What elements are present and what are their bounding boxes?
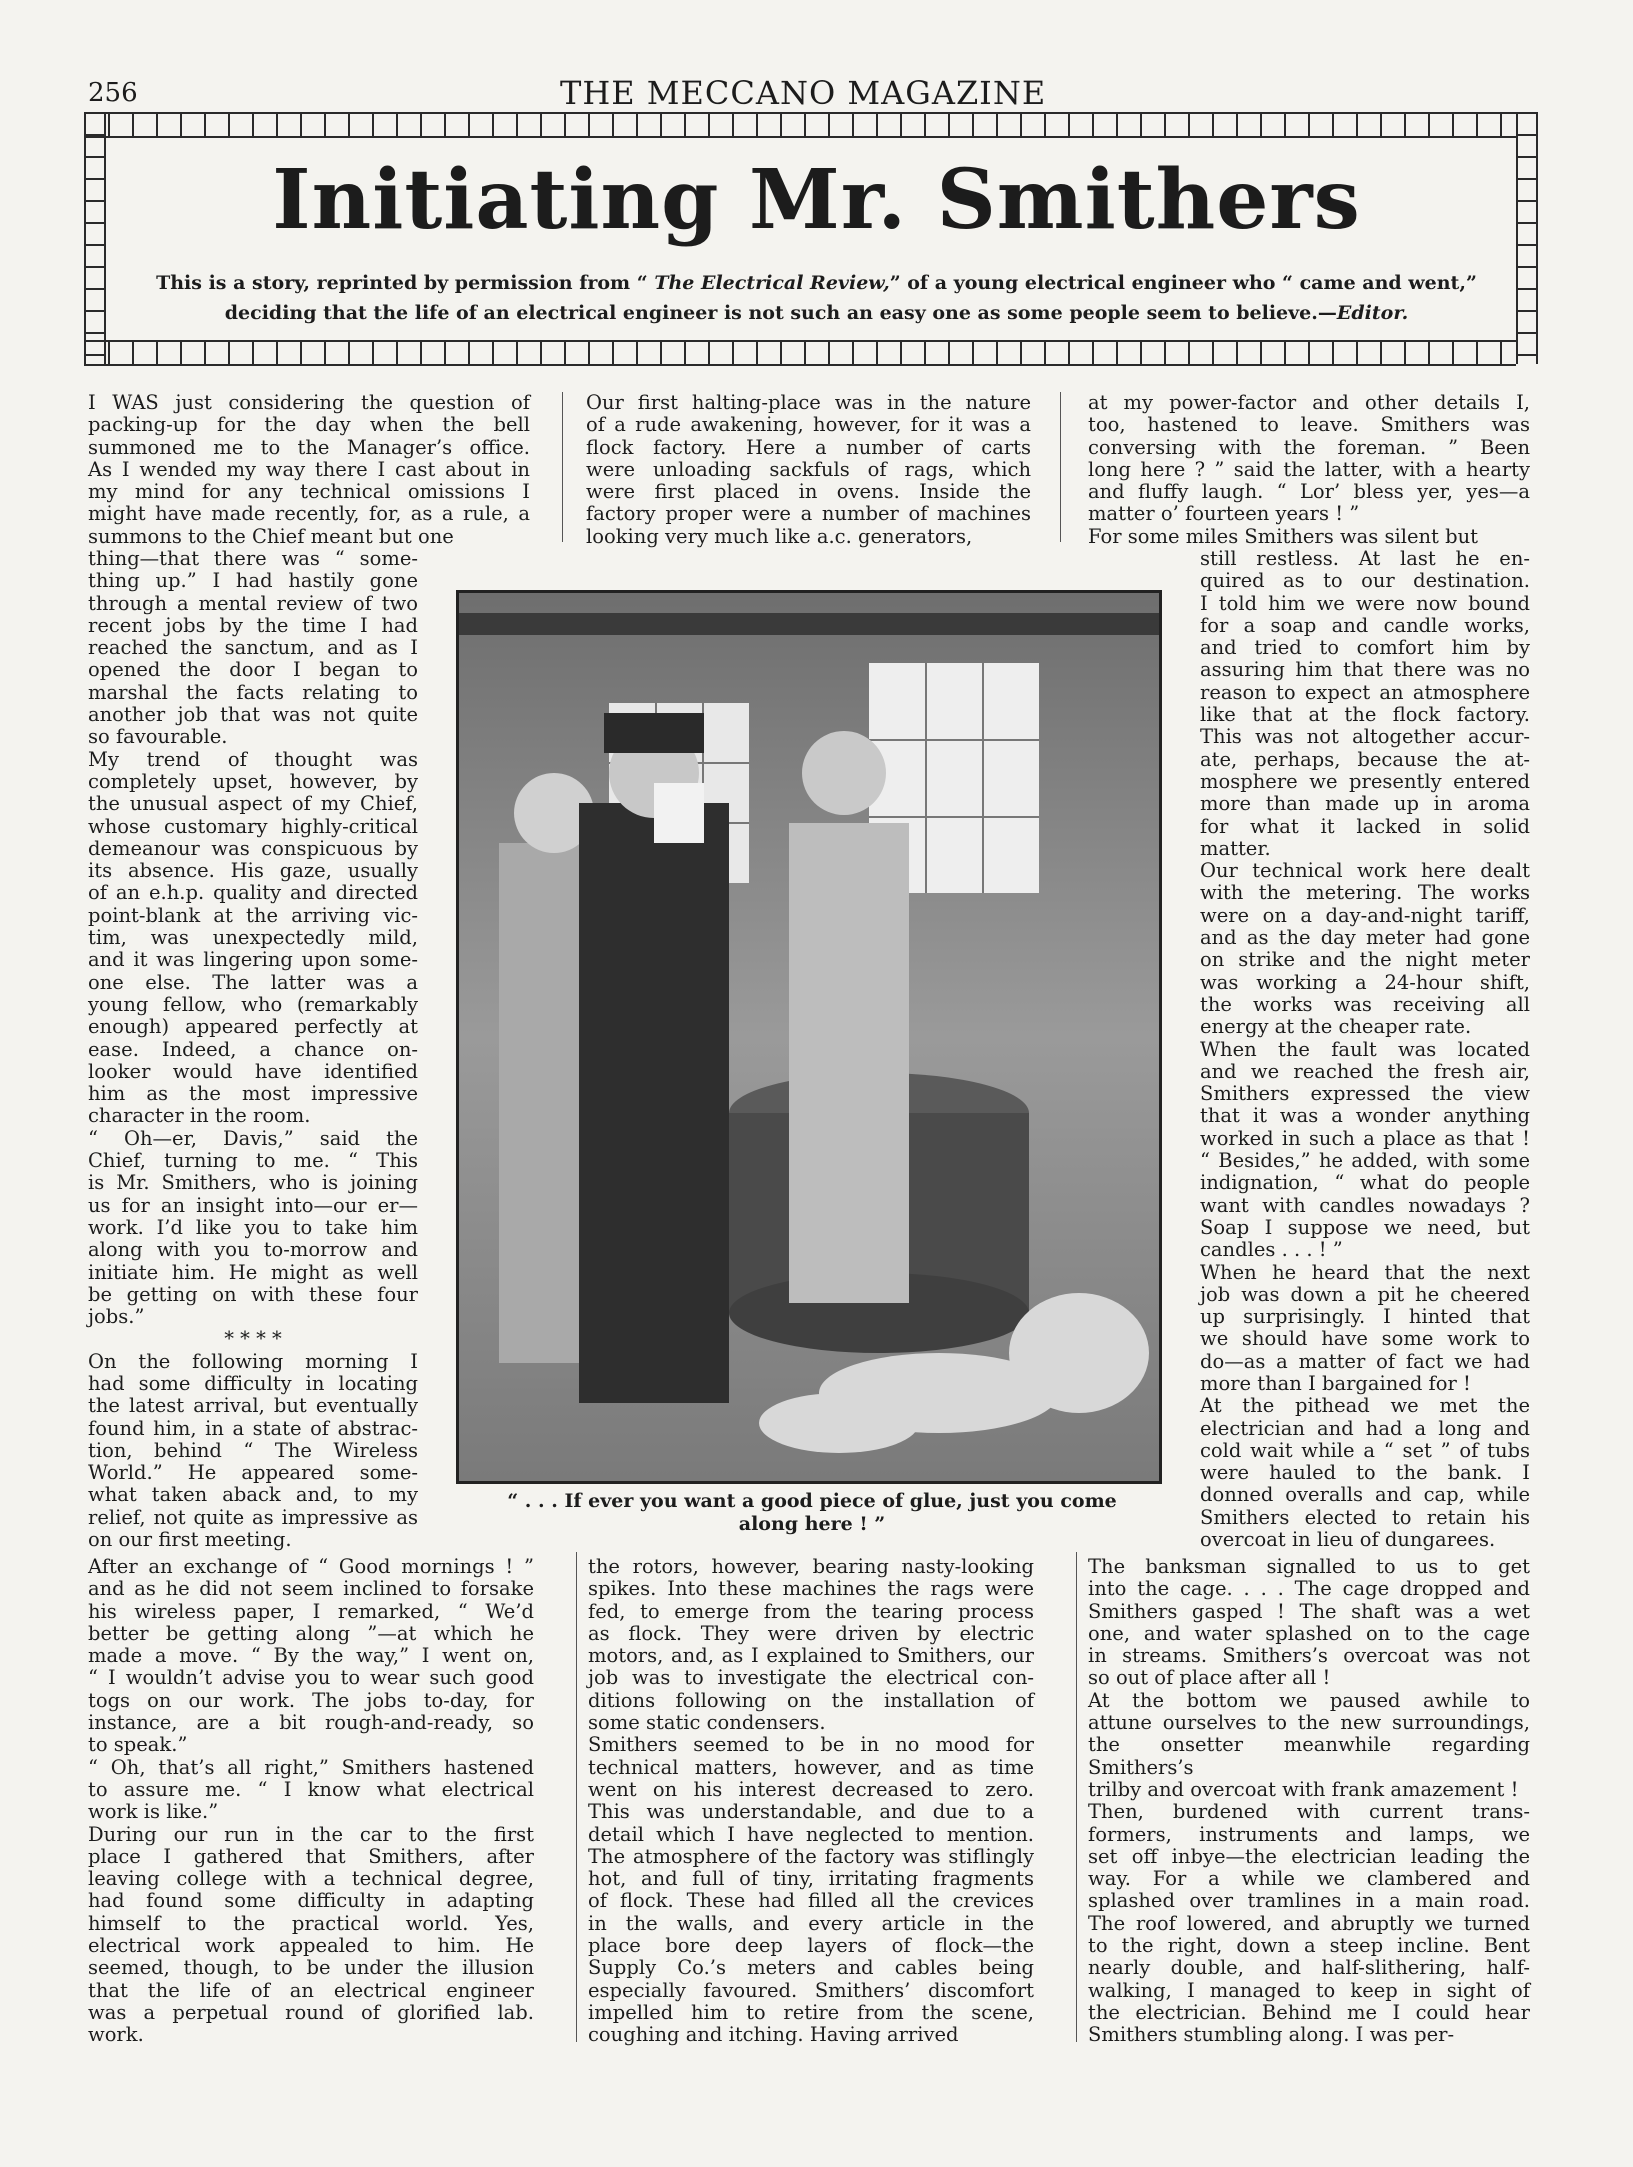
text-line: technical matters, however, and as time <box>588 1755 1034 1779</box>
text-line: found him, in a state of abstrac- <box>88 1416 418 1440</box>
column-3-bottom <box>1088 1556 1530 2047</box>
intro-editor-credit: Editor. <box>1336 302 1409 324</box>
text-line: coughing and itching. Having arrived <box>588 2023 959 2047</box>
text-line: The atmosphere of the factory was stiflingly <box>588 1844 1034 1868</box>
text-line: Supply Co.’s meters and cables being <box>588 1956 1034 1980</box>
text-line: were hauled to the bank. I <box>1200 1461 1530 1485</box>
text-line: Smithers elected to retain his <box>1200 1505 1530 1529</box>
text-line: flock factory. Here a number of carts <box>586 435 1031 459</box>
text-line: job was to investigate the electrical con- <box>588 1666 1034 1690</box>
text-line: to the right, down a steep incline. Bent <box>1088 1934 1530 1958</box>
text-line: motors, and, as I explained to Smithers, our <box>588 1644 1034 1668</box>
text-line: of an e.h.p. quality and directed <box>88 881 418 905</box>
text-line: thing up.” I had hastily gone <box>88 569 418 593</box>
text-line: his wireless paper, I remarked, “ We’d <box>88 1599 534 1623</box>
text-line: Soap I suppose we need, but <box>1200 1215 1530 1239</box>
column-rule <box>576 1552 577 2042</box>
text-line: splashed over tramlines in a main road. <box>1088 1889 1530 1913</box>
text-line: especially favoured. Smithers’ discomfort <box>588 1978 1034 2002</box>
text-line: ease. Indeed, a chance on- <box>88 1037 418 1061</box>
column-rule <box>1076 1552 1077 2042</box>
factory-illustration <box>456 590 1162 1484</box>
text-line: matter. <box>1200 836 1271 860</box>
text-line: worked in such a place as that ! <box>1200 1126 1530 1150</box>
text-line: too, hastened to leave. Smithers was <box>1088 413 1530 437</box>
text-line: went on his interest decreased to zero. <box>588 1777 1034 1801</box>
text-line: My trend of thought was <box>88 747 418 771</box>
text-line: enough) appeared perfectly at <box>88 1015 418 1039</box>
text-line: better be getting along ”—at which he <box>88 1621 534 1645</box>
text-line: the works was receiving all <box>1200 992 1530 1016</box>
text-line: so out of place after all ! <box>1088 1666 1331 1690</box>
text-line: place I gathered that Smithers, after <box>88 1844 534 1868</box>
text-line: like that at the flock factory. <box>1200 703 1530 727</box>
text-line: When the fault was located <box>1200 1037 1530 1061</box>
text-line: the onsetter meanwhile regarding Smithers’s <box>1088 1733 1530 1779</box>
text-line: energy at the cheaper rate. <box>1200 1015 1472 1039</box>
text-line: hot, and full of tiny, irritating fragments <box>588 1867 1034 1891</box>
text-line: do—as a matter of fact we had <box>1200 1349 1530 1373</box>
text-line: of a rude awakening, however, for it was a <box>586 413 1031 437</box>
text-line: character in the room. <box>88 1104 311 1128</box>
text-line: had found some difficulty in adapting <box>88 1889 534 1913</box>
text-line: seemed, though, to be under the illusion <box>88 1956 534 1980</box>
intro-text: This is a story, reprinted by permission from “ <box>156 272 655 294</box>
text-line: and fluffy laugh. “ Lor’ bless yer, yes—a <box>1088 480 1530 504</box>
text-line: we should have some work to <box>1200 1327 1530 1351</box>
text-line: mosphere we presently entered <box>1200 769 1530 793</box>
column-1-bottom <box>88 1556 534 2047</box>
text-line: This was not altogether accur- <box>1200 725 1530 749</box>
text-line: along with you to-morrow and <box>88 1238 418 1262</box>
text-line: leaving college with a technical degree, <box>88 1867 534 1891</box>
text-line: were unloading sackfuls of rags, which <box>586 457 1031 481</box>
column-1-narrow <box>88 548 418 1551</box>
text-line: reason to expect an atmosphere <box>1200 680 1530 704</box>
text-line: At the pithead we met the <box>1200 1394 1530 1418</box>
text-line: conversing with the foreman. ” Been <box>1088 435 1530 459</box>
column-3-top <box>1088 392 1530 548</box>
text-line: at my power-factor and other details I, <box>1088 391 1530 414</box>
magazine-title: THE MECCANO MAGAZINE <box>560 74 1047 112</box>
text-line: Chief, turning to me. “ This <box>88 1149 418 1173</box>
text-line: and it was lingering upon some- <box>88 948 418 972</box>
text-line: summoned me to the Manager’s office. <box>88 435 530 459</box>
text-line: work is like.” <box>88 1800 219 1824</box>
text-line: its absence. His gaze, usually <box>88 859 418 883</box>
intro-line-1 <box>130 268 1503 298</box>
text-line: in the walls, and every article in the <box>588 1911 1034 1935</box>
text-line: into the cage. . . . The cage dropped and <box>1088 1577 1530 1601</box>
foreman-head <box>802 731 886 815</box>
intro-line-2 <box>130 298 1503 328</box>
text-line: cold wait while a “ set ” of tubs <box>1200 1438 1530 1462</box>
text-line: so favourable. <box>88 725 228 749</box>
text-line: up surprisingly. I hinted that <box>1200 1305 1530 1329</box>
text-line: to assure me. “ I know what electrical <box>88 1777 534 1801</box>
text-line: might have made recently, for, as a rule, a <box>88 502 530 526</box>
text-line: “ Besides,” he added, with some <box>1200 1149 1530 1173</box>
text-line: completely upset, however, by <box>88 769 418 793</box>
text-line: marshal the facts relating to <box>88 680 418 704</box>
trilby-hat <box>604 713 704 753</box>
text-line: impelled him to retire from the scene, <box>588 2000 1034 2024</box>
frame-bottom-border <box>84 340 1516 366</box>
text-line: work. I’d like you to take him <box>88 1215 418 1239</box>
text-line: On the following morning I <box>88 1349 418 1373</box>
handkerchief <box>654 783 704 843</box>
text-line: for a soap and candle works, <box>1200 613 1530 637</box>
smithers-overcoat <box>579 803 729 1403</box>
text-line: Our first halting-place was in the nature <box>586 391 1031 414</box>
text-line: made a move. “ By the way,” I went on, <box>88 1644 534 1668</box>
text-line: the electrician. Behind me I could hear <box>1088 2000 1530 2024</box>
text-line: electrician and had a long and <box>1200 1416 1530 1440</box>
text-line: factory proper were a number of machines <box>586 502 1031 526</box>
text-line: Our technical work here dealt <box>1200 859 1530 883</box>
intro-text: deciding that the life of an electrical engineer is not such an easy one as some people seem to believe.— <box>224 302 1337 324</box>
text-line: tim, was unexpectedly mild, <box>88 926 418 950</box>
text-line: point-blank at the arriving vic- <box>88 903 418 927</box>
overhead-shaft <box>459 613 1159 635</box>
column-2-top <box>586 392 1031 548</box>
text-line: us for an insight into—our er— <box>88 1193 418 1217</box>
text-line: as flock. They were driven by electric <box>588 1621 1034 1645</box>
column-rule <box>562 392 563 542</box>
text-line: through a mental review of two <box>88 591 418 615</box>
text-line: assuring him that there was no <box>1200 658 1530 682</box>
text-line: As I wended my way there I cast about in <box>88 457 530 481</box>
text-line: ate, perhaps, because the at- <box>1200 747 1530 771</box>
text-line: young fellow, who (remarkably <box>88 992 418 1016</box>
text-line: At the bottom we paused awhile to <box>1088 1688 1530 1712</box>
column-3-narrow <box>1200 548 1530 1551</box>
text-line: the rotors, however, bearing nasty-looking <box>588 1555 1034 1578</box>
text-line: the unusual aspect of my Chief, <box>88 792 418 816</box>
text-line: himself to the practical world. Yes, <box>88 1911 534 1935</box>
text-line: electrical work appealed to him. He <box>88 1934 534 1958</box>
text-line: whose customary highly-critical <box>88 814 418 838</box>
text-line: For some miles Smithers was silent but <box>1088 524 1478 548</box>
text-line: During our run in the car to the first <box>88 1822 534 1846</box>
text-line: The roof lowered, and abruptly we turned <box>1088 1911 1530 1935</box>
text-line: Smithers stumbling along. I was per- <box>1088 2023 1455 2047</box>
text-line: way. For a while we clambered and <box>1088 1867 1530 1891</box>
text-line: job was down a pit he cheered <box>1200 1282 1530 1306</box>
text-line: what taken aback and, to my <box>88 1483 418 1507</box>
text-line: Smithers seemed to be in no mood for <box>588 1733 1034 1757</box>
text-line: * * * * <box>224 1327 282 1351</box>
text-line: and as the day meter had gone <box>1200 926 1530 950</box>
text-line: with the metering. The works <box>1200 881 1530 905</box>
text-line: Smithers gasped ! The shaft was a wet <box>1088 1599 1530 1623</box>
text-line: tion, behind “ The Wireless <box>88 1438 418 1462</box>
text-line: more than made up in aroma <box>1200 792 1530 816</box>
illustration-caption <box>456 1490 1168 1536</box>
article-headline: Initiating Mr. Smithers <box>272 152 1361 248</box>
text-line: nearly double, and half-slithering, half- <box>1088 1956 1530 1980</box>
text-line: jobs.” <box>88 1305 145 1329</box>
caption-line-1: “ . . . If ever you want a good piece of glue, just you come <box>507 1490 1117 1512</box>
text-line: donned overalls and cap, while <box>1200 1483 1530 1507</box>
text-line: on strike and the night meter <box>1200 948 1530 972</box>
text-line: set off inbye—the electrician leading the <box>1088 1844 1530 1868</box>
text-line: I told him we were now bound <box>1200 591 1530 615</box>
text-line: recent jobs by the time I had <box>88 613 418 637</box>
text-line: togs on our work. The jobs to-day, for <box>88 1688 534 1712</box>
text-line: more than I bargained for ! <box>1200 1371 1471 1395</box>
text-line: packing-up for the day when the bell <box>88 413 530 437</box>
article-intro <box>130 268 1503 328</box>
text-line: formers, instruments and lamps, we <box>1088 1822 1530 1846</box>
text-line: instance, are a bit rough-and-ready, so <box>88 1711 534 1735</box>
text-line: my mind for any technical omissions I <box>88 480 530 504</box>
text-line: quired as to our destination. <box>1200 569 1530 593</box>
text-line: “ I wouldn’t advise you to wear such good <box>88 1666 534 1690</box>
text-line: This was understandable, and due to a <box>588 1800 1034 1824</box>
text-line: summons to the Chief meant but one <box>88 524 454 548</box>
text-line: still restless. At last he en- <box>1200 547 1530 570</box>
text-line: one else. The latter was a <box>88 970 418 994</box>
text-line: was working a 24-hour shift, <box>1200 970 1530 994</box>
text-line: and tried to comfort him by <box>1200 636 1530 660</box>
text-line: The banksman signalled to us to get <box>1088 1555 1530 1578</box>
text-line: opened the door I began to <box>88 658 418 682</box>
text-line: relief, not quite as impressive as <box>88 1505 418 1529</box>
text-line: that the life of an electrical engineer <box>88 1978 534 2002</box>
column-2-bottom <box>588 1556 1034 2047</box>
text-line: long here ? ” said the latter, with a hearty <box>1088 457 1530 481</box>
text-line: of flock. These had filled all the crevices <box>588 1889 1034 1913</box>
text-line: looker would have identified <box>88 1059 418 1083</box>
page-number: 256 <box>88 78 138 108</box>
text-line: looking very much like a.c. generators, <box>586 524 973 548</box>
illustration-drawing <box>459 593 1159 1481</box>
frame-top-border <box>84 112 1516 138</box>
column-1-top <box>88 392 530 548</box>
text-line: initiate him. He might as well <box>88 1260 418 1284</box>
text-line: fed, to emerge from the tearing process <box>588 1599 1034 1623</box>
text-line: and as he did not seem inclined to forsake <box>88 1577 534 1601</box>
text-line: were on a day-and-night tariff, <box>1200 903 1530 927</box>
text-line: want with candles nowadays ? <box>1200 1193 1530 1217</box>
text-line: one, and water splashed on to the cage <box>1088 1621 1530 1645</box>
text-line: to speak.” <box>88 1733 188 1757</box>
text-line: “ Oh—er, Davis,” said the <box>88 1126 418 1150</box>
foreman <box>789 823 909 1303</box>
text-line: was a perpetual round of glorified lab. <box>88 2000 534 2024</box>
text-line: ditions following on the installation of <box>588 1688 1034 1712</box>
text-line: Then, burdened with current trans- <box>1088 1800 1530 1824</box>
text-line: demeanour was conspicuous by <box>88 836 418 860</box>
text-line: him as the most impressive <box>88 1082 418 1106</box>
text-line: indignation, “ what do people <box>1200 1171 1530 1195</box>
text-line: spikes. Into these machines the rags were <box>588 1577 1034 1601</box>
text-line: thing—that there was “ some- <box>88 547 418 570</box>
text-line: reached the sanctum, and as I <box>88 636 418 660</box>
text-line: detail which I have neglected to mention. <box>588 1822 1034 1846</box>
text-line: Smithers expressed the view <box>1200 1082 1530 1106</box>
text-line: be getting on with these four <box>88 1282 418 1306</box>
text-line: trilby and overcoat with frank amazement ! <box>1088 1777 1519 1801</box>
text-line: attune ourselves to the new surroundings, <box>1088 1711 1530 1735</box>
text-line: matter o’ fourteen years ! ” <box>1088 502 1360 526</box>
caption-line-2: along here ! ” <box>738 1513 886 1535</box>
text-line: were first placed in ovens. Inside the <box>586 480 1031 504</box>
text-line: walking, I managed to keep in sight of <box>1088 1978 1530 2002</box>
text-line: place bore deep layers of flock—the <box>588 1934 1034 1958</box>
text-line: for what it lacked in solid <box>1200 814 1530 838</box>
text-line: candles . . . ! ” <box>1200 1238 1343 1262</box>
intro-italic-title: The Electrical Review, <box>654 272 890 294</box>
text-line: that it was a wonder anything <box>1200 1104 1530 1128</box>
text-line: the latest arrival, but eventually <box>88 1394 418 1418</box>
text-line: work. <box>88 2023 144 2047</box>
text-line: “ Oh, that’s all right,” Smithers hastened <box>88 1755 534 1779</box>
text-line: After an exchange of “ Good mornings ! ” <box>88 1555 534 1578</box>
text-line: When he heard that the next <box>1200 1260 1530 1284</box>
text-line: in streams. Smithers’s overcoat was not <box>1088 1644 1530 1668</box>
text-line: some static condensers. <box>588 1711 826 1735</box>
text-line: I WAS just considering the question of <box>88 391 530 414</box>
text-line: overcoat in lieu of dungarees. <box>1200 1528 1496 1552</box>
text-line: had some difficulty in locating <box>88 1371 418 1395</box>
text-line: World.” He appeared some- <box>88 1461 418 1485</box>
text-line: is Mr. Smithers, who is joining <box>88 1171 418 1195</box>
intro-text: ” of a young electrical engineer who “ came and went,” <box>889 272 1477 294</box>
text-line: on our first meeting. <box>88 1528 292 1552</box>
text-line: and we reached the fresh air, <box>1200 1059 1530 1083</box>
text-line: another job that was not quite <box>88 703 418 727</box>
column-rule <box>1060 392 1061 542</box>
